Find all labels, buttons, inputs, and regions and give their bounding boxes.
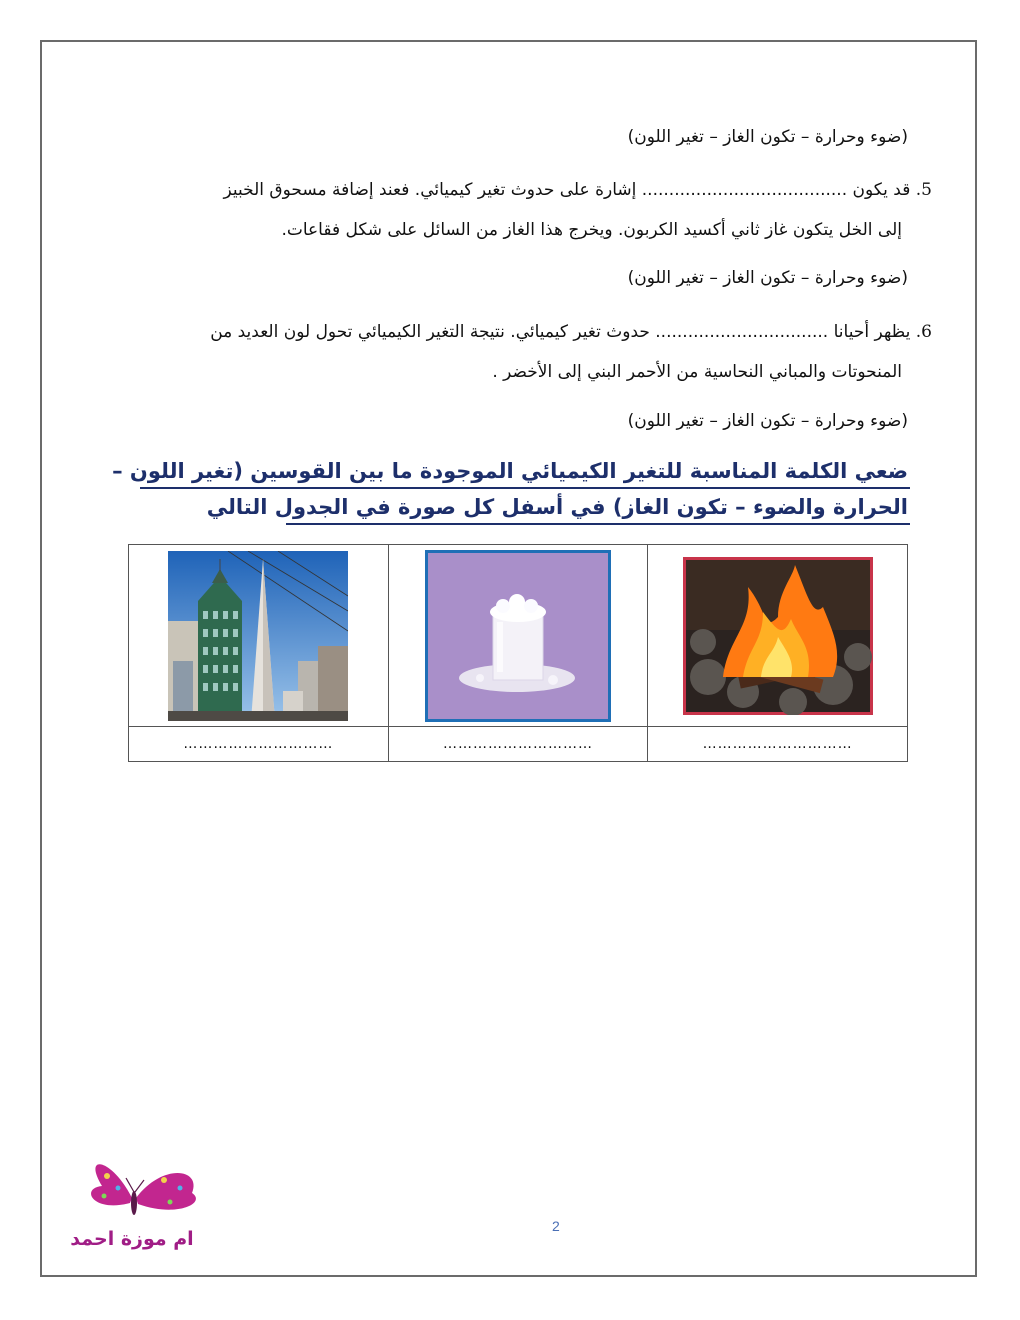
question-6-text: يظهر أحيانا ................................ حدوث تغير كيميائي. نتيجة التغير الكيميائي تحول لون العديد من xyxy=(210,322,911,342)
choices-line: (ضوء وحرارة – تكون الغاز – تغير اللون) xyxy=(627,127,908,147)
answer-blank[interactable]: ………………………… xyxy=(388,727,648,762)
question-6-line-1 xyxy=(210,320,932,344)
answers-row xyxy=(129,727,908,762)
answer-blank[interactable]: ………………………… xyxy=(129,727,389,762)
choices-line: (ضوء وحرارة – تكون الغاز – تغير اللون) xyxy=(627,268,908,288)
images-row xyxy=(129,545,908,727)
choices-line: (ضوء وحرارة – تكون الغاز – تغير اللون) xyxy=(627,411,908,431)
heading-underline xyxy=(140,487,910,489)
question-5-number: 5. xyxy=(915,180,932,200)
foaming-beaker-photo xyxy=(425,550,611,722)
buildings-photo xyxy=(168,551,348,721)
pictures-table xyxy=(128,544,908,762)
question-6-number: 6. xyxy=(915,322,932,342)
table-cell xyxy=(129,545,389,727)
table-cell xyxy=(648,545,908,727)
section-heading-line-1: ضعي الكلمة المناسبة للتغير الكيميائي الموجودة ما بين القوسين (تغير اللون – xyxy=(112,459,908,483)
section-heading-line-2: الحرارة والضوء – تكون الغاز) في أسفل كل صورة في الجدول التالي xyxy=(206,495,908,519)
butterfly-logo xyxy=(52,1158,212,1258)
question-5-line-1 xyxy=(223,178,932,202)
campfire-photo xyxy=(683,557,873,715)
heading-underline xyxy=(286,523,910,525)
question-5-line-2: إلى الخل يتكون غاز ثاني أكسيد الكربون. ويخرج هذا الغاز من السائل على شكل فقاعات. xyxy=(281,220,902,240)
logo-text: ام موزة احمد xyxy=(70,1228,194,1250)
question-6-line-2: المنحوتات والمباني النحاسية من الأحمر البني إلى الأخضر . xyxy=(492,362,902,382)
page-number: 2 xyxy=(552,1218,560,1234)
question-5-text: قد يكون ...................................... إشارة على حدوث تغير كيميائي. فعند إضافة مسحوق الخبيز xyxy=(223,180,911,200)
answer-blank[interactable]: ………………………… xyxy=(648,727,908,762)
butterfly-icon xyxy=(52,1158,212,1238)
table-cell xyxy=(388,545,648,727)
